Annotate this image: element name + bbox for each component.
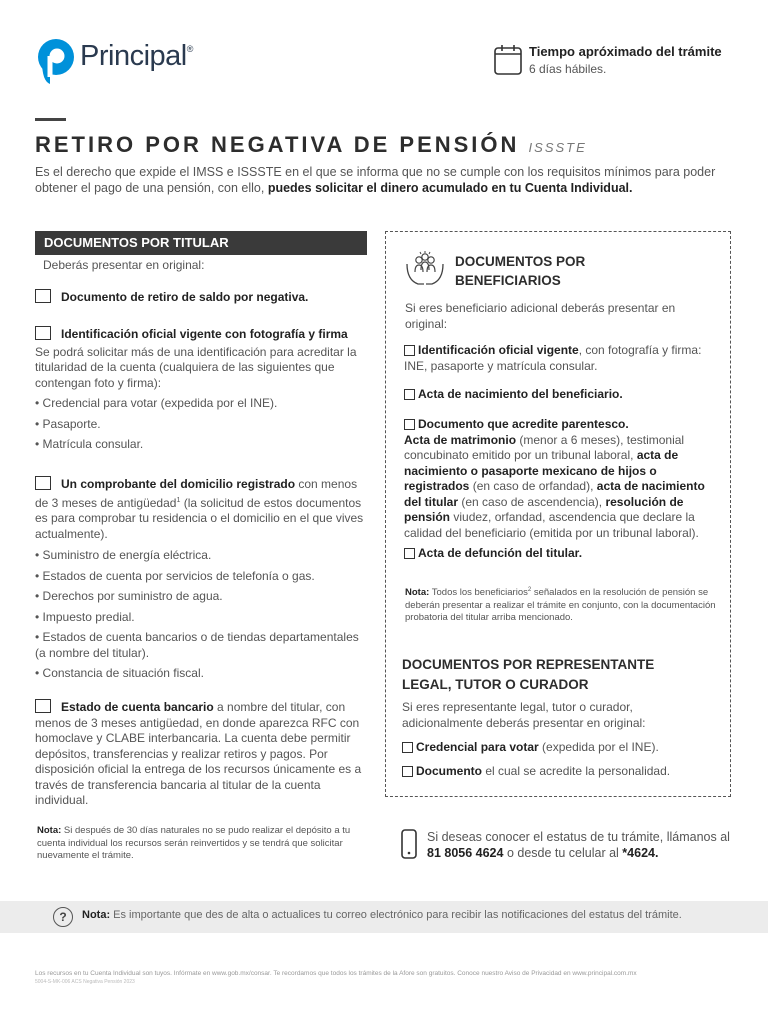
titular-header: DOCUMENTOS POR TITULAR (35, 231, 367, 255)
representante-header: DOCUMENTOS POR REPRESENTANTE LEGAL, TUTOR O CURADOR (402, 657, 655, 692)
checkbox[interactable] (35, 699, 51, 713)
checkbox[interactable] (404, 419, 415, 430)
titular-subtitle: Deberás presentar en original: (43, 258, 205, 272)
list-item: • Credencial para votar (expedida por el INE). (35, 396, 278, 410)
checkbox[interactable] (402, 766, 413, 777)
titular-doc2: Identificación oficial vigente con fotografía y firma Se podrá solicitar más de una identificación para acreditar la titularidad de la cuenta (cualquiera de las siguientes que contengan foto y firma): • Credencial para votar (expedida por el INE). • Pasaporte. • Matrícula consular. (35, 326, 370, 453)
list-item: • Suministro de energía eléctrica. (35, 548, 212, 562)
page-title: RETIRO POR NEGATIVA DE PENSIÓN ISSSTE (35, 132, 587, 157)
checkbox[interactable] (404, 345, 415, 356)
titular-doc4: Estado de cuenta bancario a nombre del titular, con menos de 3 meses antigüedad, en donde aparezca RFC con homoclave y CLABE interbancaria. La cuenta debe permitir depósitos, transferencias y realizar retiros y pagos. Por disposición oficial la entrega de los recursos únicamente es a través de transferencia bancaria al titular de la cuenta individual. (35, 700, 362, 807)
time-title: Tiempo apróximado del trámite (529, 44, 722, 59)
beneficiarios-subtitle: Si eres beneficiario adicional deberás presentar en original: (405, 301, 676, 331)
beneficiarios-doc4: Acta de defunción del titular. (404, 546, 716, 562)
representante-subtitle: Si eres representante legal, tutor o curador, adicionalmente deberás presentar en original: (402, 700, 646, 730)
list-item: • Constancia de situación fiscal. (35, 666, 204, 680)
beneficiarios-note: Nota: Todos los beneficiarios$^2$ señalados en la resolución de pensión se deberán presentar a realizar el trámite en conjunto, con la documentación probatoria del titular arriba mencionado. (405, 587, 716, 624)
titular-note: Nota: Si después de 30 días naturales no se pudo realizar el depósito a tu cuenta individual los recursos serán reinvertidos y se tendrá que solicitar nuevamente el trámite. (37, 825, 351, 861)
calendar-icon (494, 44, 522, 76)
checkbox[interactable] (404, 389, 415, 400)
contact-text: Si deseas conocer el estatus de tu trámite, llámanos al 81 8056 4624 o desde tu celular al *4624. (427, 830, 730, 860)
page-subtitle: ISSSTE (528, 140, 587, 155)
representante-doc1: Credencial para votar (expedida por el INE). (402, 740, 714, 756)
beneficiarios-doc2: Acta de nacimiento del beneficiario. (404, 387, 716, 403)
title-divider (35, 118, 66, 121)
phone-icon (401, 829, 417, 859)
checkbox[interactable] (404, 548, 415, 559)
list-item: • Derechos por suministro de agua. (35, 589, 223, 603)
beneficiarios-doc1: Identificación oficial vigente, con fotografía y firma: INE, pasaporte y matrícula consular. (404, 343, 702, 373)
list-item: • Pasaporte. (35, 416, 101, 431)
beneficiarios-doc3: Documento que acredite parentesco. Acta de matrimonio (menor a 6 meses), testimonial concubinato emitido por un tribunal laboral, acta de nacimiento o pasaporte mexicano de hijos o registrados (en caso de orfandad), acta de nacimiento del titular (en caso de ascendencia), resolución de pensión viudez, orfandad, ascendencia que declare la calidad del beneficiario (emitida por un tribunal laboral). (404, 417, 705, 540)
principal-logo-icon (36, 37, 76, 85)
checkbox[interactable] (35, 289, 51, 303)
representante-doc2: Documento el cual se acredite la personalidad. (402, 764, 714, 780)
list-item: • Estados de cuenta bancarios o de tiendas departamentales (a nombre del titular). (35, 630, 359, 660)
footer-code: 5004-S-MK-006 ACS Negativa Pensión 2023 (35, 979, 135, 985)
brand-name: Principal® (80, 40, 193, 72)
short-number: *4624. (622, 846, 659, 860)
checkbox[interactable] (35, 476, 51, 490)
beneficiarios-header: DOCUMENTOS POR BENEFICIARIOS (455, 254, 586, 288)
intro-text: Es el derecho que expide el IMSS e ISSSTE en el que se informa que no se cumple con los requisitos mínimos para poder obtener el pago de una pensión, con ello, puedes solicitar el dinero acumulado en tu Cuenta Individual. (35, 165, 716, 195)
checkbox[interactable] (35, 326, 51, 340)
time-value: 6 días hábiles. (529, 62, 607, 76)
question-icon: ? (53, 907, 73, 927)
titular-doc3: Un comprobante del domicilio registrado con menos de 3 meses de antigüedad$^1$ (la solicitud de estos documentos es para comprobar tu residencia o el domicilio en el que vives actualmente). • Suministro de energía eléctrica. • Estados de cuenta por servicios de telefonía o gas. • Derechos por suministro de agua. • Impuesto predial. • Estados de cuenta bancarios o de tiendas departamentales (a nombre del titular). • Constancia de situación fiscal. (35, 476, 370, 682)
list-item: • Matrícula consular. (35, 437, 144, 451)
footer-text: Los recursos en tu Cuenta Individual son tuyos. Infórmate en www.gob.mx/consar. Te recordamos que todos los trámites de la Afore son gratuitos. Conoce nuestro Aviso de Privacidad en www.principal.com.mx (35, 970, 637, 977)
checkbox[interactable] (402, 742, 413, 753)
list-item: • Estados de cuenta por servicios de telefonía o gas. (35, 568, 315, 583)
list-item: • Impuesto predial. (35, 609, 135, 624)
help-text: Nota: Es importante que des de alta o actualices tu correo electrónico para recibir las notificaciones del estatus del trámite. (82, 909, 682, 921)
titular-doc1: Documento de retiro de saldo por negativa. (35, 289, 370, 306)
family-hands-icon (404, 250, 446, 288)
phone-number: 81 8056 4624 (427, 846, 504, 860)
